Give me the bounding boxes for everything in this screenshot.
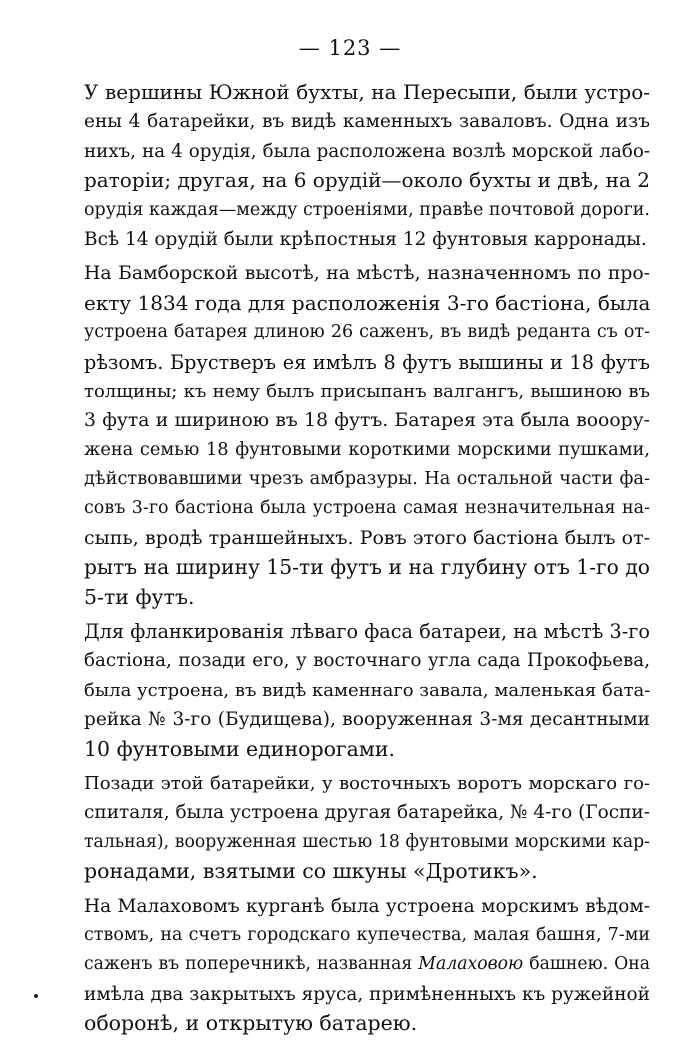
- text-line: рытъ на ширину 15-ти футъ и на глубину отъ 1-го до: [84, 555, 650, 580]
- text-line: 3 фута и шириною въ 18 футъ. Батарея эта была вооору-: [84, 410, 650, 432]
- text-line: ронадами, взятыми со шкуны «Дротикъ».: [84, 859, 538, 884]
- text-line: спиталя, была устроена другая батарейка, № 4-го (Госпи-: [84, 802, 650, 824]
- paragraph: [84, 259, 650, 612]
- text-line: была устроена, въ видѣ каменнаго завала, маленькая бата-: [84, 679, 651, 701]
- text-line: Позади этой батарейки, у восточныхъ воротъ морскаго го-: [84, 772, 650, 794]
- paragraph: [84, 617, 650, 764]
- text-line: имѣла два закрытыхъ яруса, примѣненныхъ къ ружейной: [84, 983, 650, 1005]
- text-line: рейка № 3-го (Будищева), вооруженная 3-мя десантными: [84, 709, 650, 731]
- stray-ink-mark: [34, 994, 38, 998]
- body-text: [84, 78, 650, 1039]
- text-line: У вершины Южной бухты, на Пересыпи, были устро-: [84, 80, 650, 104]
- text-line: ствомъ, на счетъ городскаго купечества, малая башня, 7-ми: [84, 924, 650, 945]
- text-line: Для фланкированія лѣваго фаса батареи, на мѣстѣ 3-го: [84, 620, 650, 644]
- text-line: ены 4 батарейки, въ видѣ каменныхъ заваловъ. Одна изъ: [84, 111, 650, 133]
- text-line: толщины; къ нему былъ присыпанъ валгангъ, вышиною въ: [84, 380, 650, 402]
- text-line: раторіи; другая, на 6 орудій—около бухты и двѣ, на 2: [84, 168, 650, 193]
- page-number: — 123 —: [298, 36, 402, 60]
- text-line: Всѣ 14 орудій были крѣпостныя 12 фунтовыя карронады.: [84, 228, 647, 250]
- text-line: жена семью 18 фунтовыми короткими морскими пушками,: [84, 439, 650, 460]
- text-line: саженъ въ поперечникѣ, названная Малаховою башнею. Она: [84, 954, 650, 975]
- emphasized-name: Малаховою: [418, 954, 524, 975]
- paragraph: [84, 78, 650, 254]
- text-line: 5-ти футъ.: [84, 584, 195, 609]
- text-line: оборонѣ, и открытую батарею.: [84, 1011, 418, 1036]
- text-line: екту 1834 года для расположенія 3-го бастіона, была: [84, 290, 651, 315]
- text-line: бастіона, позади его, у восточнаго угла сада Прокофьева,: [84, 650, 650, 672]
- text-line: На Бамборской высотѣ, на мѣстѣ, назначенномъ по про-: [84, 263, 650, 285]
- text-line: орудія каждая—между строеніями, правѣе почтовой дороги.: [84, 199, 650, 220]
- paragraph: [84, 769, 650, 887]
- text-line: устроена батарея длиною 26 саженъ, въ видѣ реданта съ от-: [84, 322, 650, 343]
- text-line: На Малаховомъ курганѣ была устроена морскимъ вѣдом-: [84, 895, 650, 917]
- text-line: нихъ, на 4 орудія, была расположена возлѣ морской лабо-: [84, 140, 650, 162]
- text-line: 10 фунтовыми единорогами.: [84, 736, 396, 761]
- paragraph: [84, 892, 650, 1039]
- text-line: совъ 3-го бастіона была устроена самая незначительная на-: [84, 498, 650, 519]
- text-line: рѣзомъ. Брустверъ ея имѣлъ 8 футъ вышины и 18 футъ: [84, 350, 650, 374]
- text-line: сыпь, вродѣ траншейныхъ. Ровъ этого бастіона былъ от-: [84, 526, 650, 549]
- text-line: тальная), вооруженная шестью 18 фунтовыми морскими кар-: [84, 831, 650, 852]
- text-line: дѣйствовавшими чрезъ амбразуры. На остальной части фа-: [84, 469, 650, 490]
